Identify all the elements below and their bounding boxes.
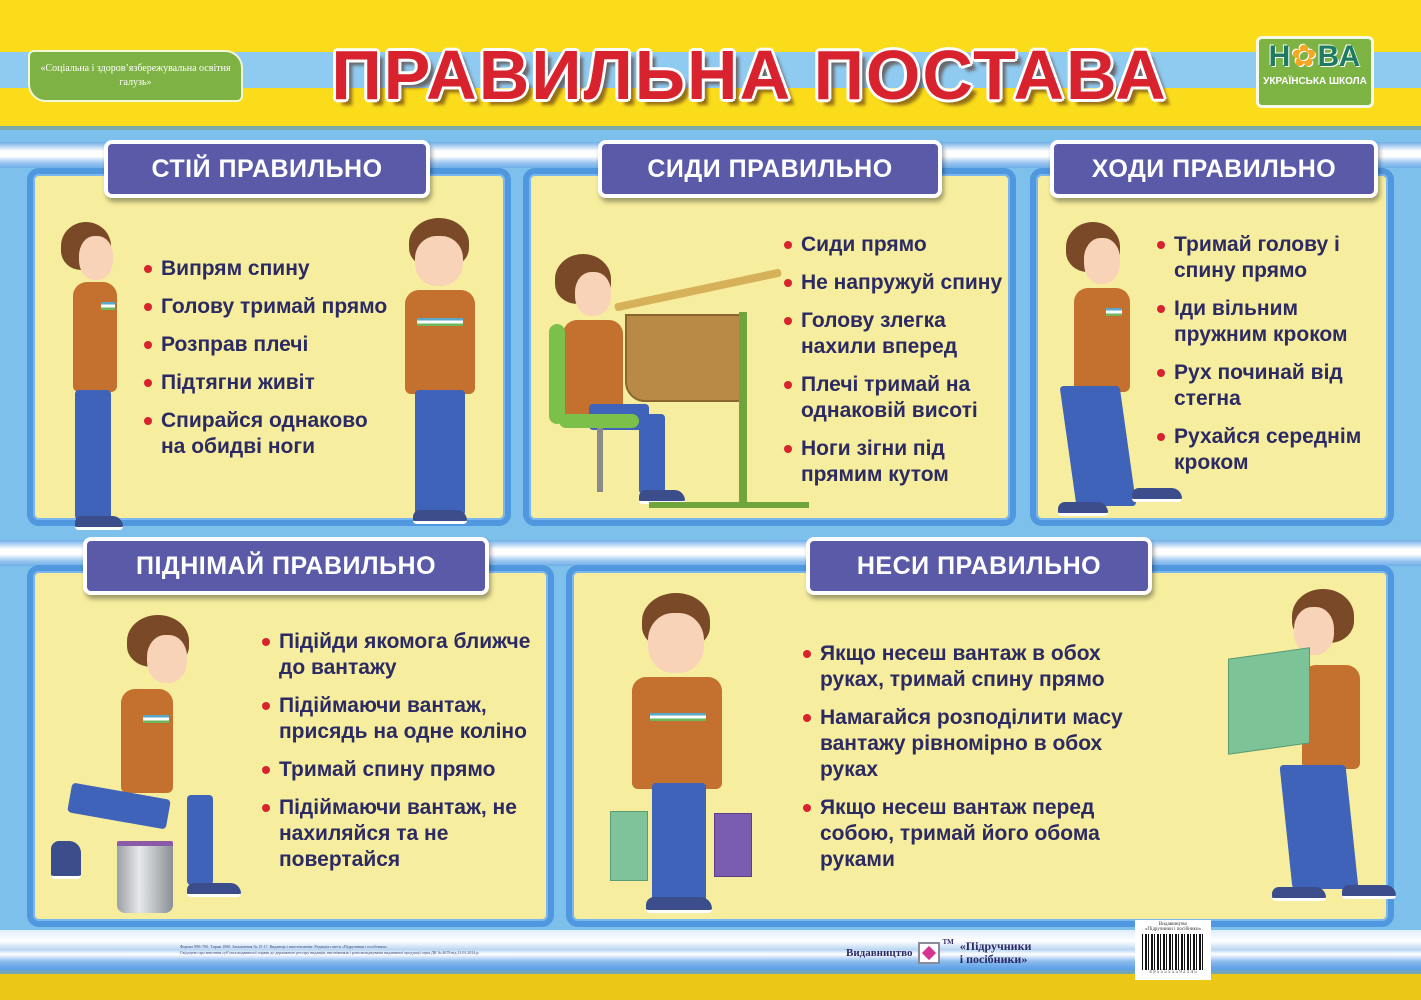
tips-stand <box>141 256 391 472</box>
trademark-mark: TM <box>942 938 954 946</box>
flower-icon: ✿ <box>1291 40 1318 73</box>
tip-item: Випрям спину <box>141 256 391 282</box>
tips-walk <box>1154 232 1390 488</box>
panel-title-carry: НЕСИ ПРАВИЛЬНО <box>806 537 1152 595</box>
shopping-bag-purple <box>714 813 752 877</box>
panel-title-walk: ХОДИ ПРАВИЛЬНО <box>1050 140 1378 198</box>
tip-item: Підіймаючи вантаж, не нахиляйся та не повертайся <box>259 795 549 873</box>
imprint-line-1: Формат 990×700. Тираж 1000. Замовлення № 15-17. Видавець і виготовлювач: Редакція газети «Підручники і посібники». <box>180 944 388 949</box>
tip-item: Тримай голову і спину прямо <box>1154 232 1390 284</box>
imprint-line-2: Свідоцтво про внесення суб’єкта видавничої справи до державного реєстру видавців, виготівників і розповсюджувачів видавничої продукції серія ДК № 4678 від 21.01.2014 р. <box>180 950 480 955</box>
panel-sit <box>523 168 1016 526</box>
header-edge <box>0 126 1421 130</box>
chair-back <box>549 324 565 424</box>
tip-item: Сиди прямо <box>781 232 1021 258</box>
imprint <box>180 944 630 956</box>
shopping-bag-green <box>610 811 648 881</box>
panel-walk <box>1030 168 1394 526</box>
tip-item: Рухайся середнім кроком <box>1154 424 1390 476</box>
tip-item: Якщо несеш вантаж перед собою, тримай його обома руками <box>800 795 1150 873</box>
tip-item: Підіймаючи вантаж, присядь на одне коліно <box>259 693 549 745</box>
desk-foot <box>649 502 809 508</box>
tip-item: Підійди якомога ближче до вантажу <box>259 629 549 681</box>
logo-subtitle: УКРАЇНСЬКА ШКОЛА <box>1263 76 1367 87</box>
tip-item: Якщо несеш вантаж в обох руках, тримай спину прямо <box>800 641 1150 693</box>
tip-item: Голову злегка нахили вперед <box>781 308 1021 360</box>
tip-item: Підтягни живіт <box>141 370 391 396</box>
publisher-name: «Підручники і посібники» <box>959 939 1032 966</box>
desk-leg <box>739 312 747 508</box>
chair-seat <box>559 414 639 428</box>
tip-item: Іди вільним пружним кроком <box>1154 296 1390 348</box>
tip-item: Рух починай від стегна <box>1154 360 1390 412</box>
tip-item: Намагайся розподілити масу вантажу рівномірно в обох руках <box>800 705 1150 783</box>
panel-title-stand: СТІЙ ПРАВИЛЬНО <box>104 140 430 198</box>
desk-body <box>625 314 743 402</box>
tip-item: Плечі тримай на однаковій висоті <box>781 372 1021 424</box>
tip-item: Розправ плечі <box>141 332 391 358</box>
barcode-bars <box>1142 934 1204 970</box>
desk-top <box>614 268 782 311</box>
panel-carry <box>566 565 1394 927</box>
tip-item: Ноги зігни під прямим кутом <box>781 436 1021 488</box>
publisher-label: Видавництво <box>846 947 913 959</box>
subject-ribbon <box>28 50 243 102</box>
publisher-block <box>846 938 1031 968</box>
nova-ukrainska-shkola-logo <box>1256 36 1374 108</box>
panel-title-lift: ПІДНІМАЙ ПРАВИЛЬНО <box>83 537 489 595</box>
tip-item: Голову тримай прямо <box>141 294 391 320</box>
panel-stand <box>27 168 511 526</box>
bucket <box>117 841 173 913</box>
barcode-label-1: Видавництво <box>1158 922 1188 927</box>
tips-sit <box>781 232 1021 500</box>
barcode-label-2: «Підручники і посібники» <box>1144 927 1202 932</box>
page-title: ПРАВИЛЬНА ПОСТАВА <box>331 36 1168 114</box>
subject-ribbon-text: «Соціальна і здоров’язбережувальна освітня галузь» <box>40 63 231 88</box>
tip-item: Не напружуй спину <box>781 270 1021 296</box>
chair-post <box>597 428 603 492</box>
tips-carry <box>800 641 1150 885</box>
barcode <box>1135 920 1211 980</box>
panel-title-sit: СИДИ ПРАВИЛЬНО <box>598 140 942 198</box>
publisher-logo-icon <box>918 942 940 964</box>
tips-lift <box>259 629 549 885</box>
tip-item: Тримай спину прямо <box>259 757 549 783</box>
box <box>1228 647 1310 755</box>
tip-item: Спирайся однаково на обидві ноги <box>141 408 391 460</box>
panel-lift <box>27 565 554 927</box>
barcode-number: 4 9 5 5 5 5 5 5 9 2 1 4 5 <box>1149 970 1197 975</box>
logo-wordmark: Н✿ВА <box>1268 40 1362 73</box>
